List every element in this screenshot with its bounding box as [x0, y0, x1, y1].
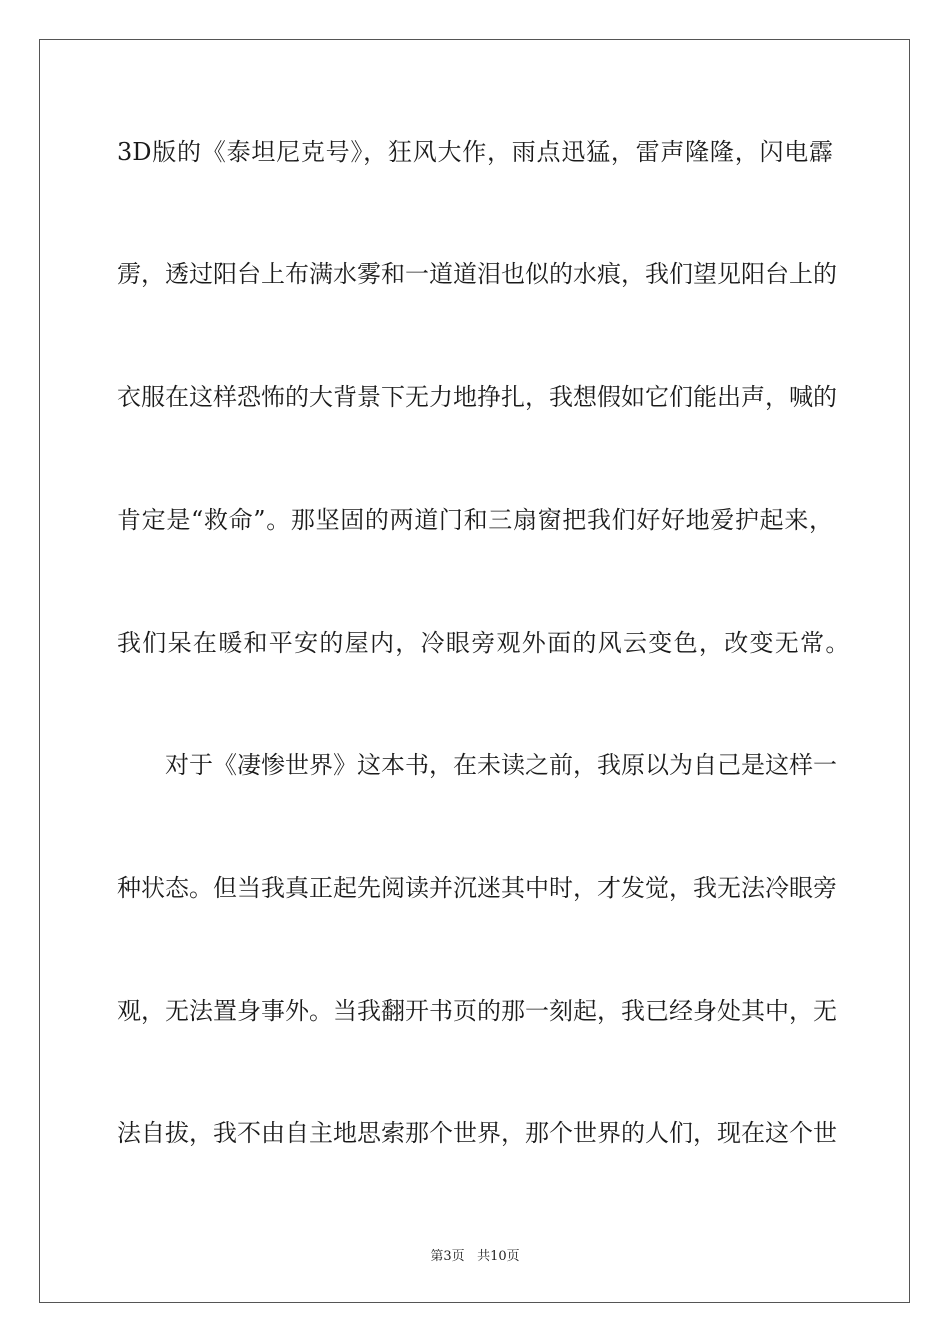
text-line: 种状态。但当我真正起先阅读并沉迷其中时，才发觉，我无法冷眼旁 [117, 874, 837, 902]
text-line: 法自拔，我不由自主地思索那个世界，那个世界的人们，现在这个世 [117, 1119, 837, 1147]
total-pages: 共10页 [477, 1249, 520, 1264]
page-footer [0, 1248, 950, 1266]
page-border [39, 39, 910, 1303]
text-line: 衣服在这样恐怖的大背景下无力地挣扎，我想假如它们能出声，喊的 [117, 383, 837, 411]
text-line: 我们呆在暖和平安的屋内，冷眼旁观外面的风云变色，改变无常。 [117, 629, 851, 657]
text-line: 肯定是“救命”。那坚固的两道门和三扇窗把我们好好地爱护起来， [117, 506, 833, 534]
text-line: 观，无法置身事外。当我翻开书页的那一刻起，我已经身处其中，无 [117, 997, 837, 1025]
page-number: 第3页 [430, 1249, 465, 1264]
paragraph-first-line: 对于《凄惨世界》这本书，在未读之前，我原以为自己是这样一 [165, 751, 837, 779]
text-line: 3D版的《泰坦尼克号》，狂风大作，雨点迅猛，雷声隆隆，闪电霹 [117, 138, 833, 166]
text-line: 雳，透过阳台上布满水雾和一道道泪也似的水痕，我们望见阳台上的 [117, 260, 837, 288]
